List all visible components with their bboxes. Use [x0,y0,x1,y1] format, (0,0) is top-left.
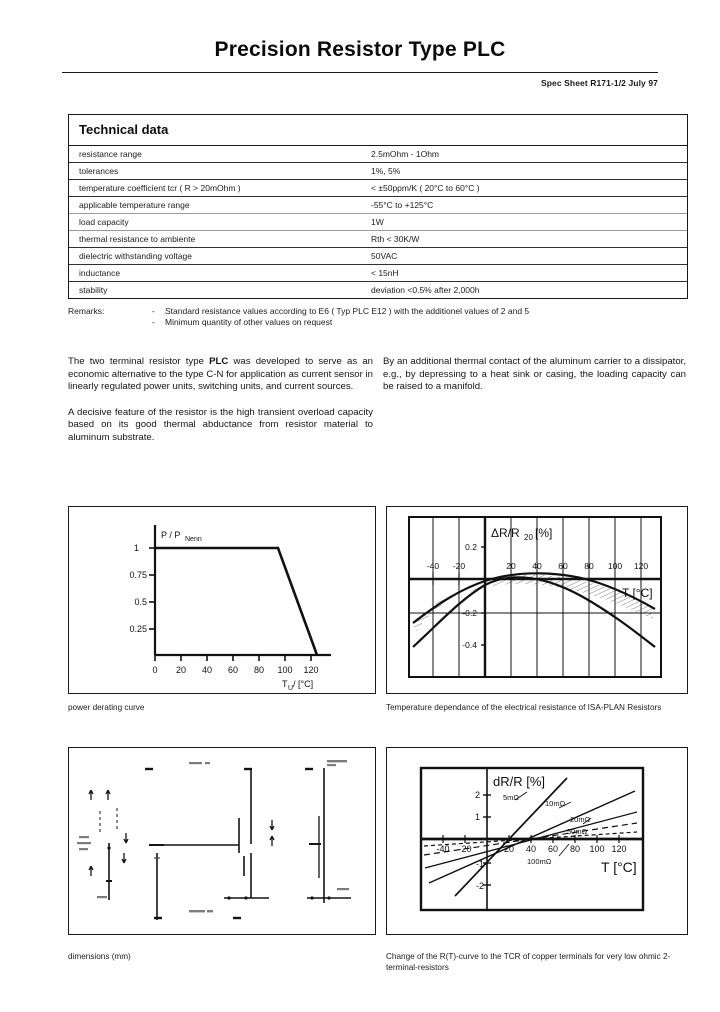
x-axis-label: T [°C] [622,586,653,600]
description-paragraph-1 [68,356,373,394]
y-tick-label: -0.2 [462,608,477,618]
dimension-arrow [106,790,110,800]
chart-title-subscript: 20 [524,533,533,542]
x-tick-label: 80 [253,665,265,675]
x-axis-label: T [282,679,288,689]
remarks-item-text: Standard resistance values according to E6 ( Typ PLC E12 ) with the additionel values of 2 and 5 [165,306,530,316]
page-title: Precision Resistor Type PLC [214,38,506,61]
y-tick-label: 0.75 [129,570,147,580]
technical-data-table [68,114,688,299]
table-row [69,146,687,163]
x-tick-label: -40 [426,561,440,571]
table-cell-value: 50VAC [371,251,398,261]
table-cell-key: inductance [79,268,121,278]
table-cell-value: < ±50ppm/K ( 20°C to 60°C ) [371,183,480,193]
table-cell-key: thermal resistance to ambiente [79,234,196,244]
series-annotation-50mohm: 50mΩ [567,827,588,836]
description-paragraph-3: By an additional thermal contact of the aluminum carrier to a dissipator, e.g., by depressing to a heat sink or casing, the loading capacity can be raised to a manifold. [383,356,686,393]
table-cell-value: 2.5mOhm - 1Ohm [371,149,440,159]
remarks-item-text: Minimum quantity of other values on request [165,317,333,327]
x-tick-label: 100 [277,665,293,675]
paragraph-text-b: was developed to serve as an economic alternative to the type C-N for application as current sensor in linearly regulated power units, switching units, and current sources. [68,356,373,393]
y-tick-label: 0.5 [134,597,147,607]
remarks-label: Remarks: [68,306,105,316]
x-tick-label: 120 [611,844,627,854]
dimension-arrow [122,853,126,863]
annotation-leader [559,844,569,856]
table-cell-key: temperature coefficient tcr ( R > 20mOhm ) [79,183,241,193]
x-tick-label: 100 [607,561,623,571]
dimension-arrow [270,820,274,830]
figure-tcr-copper-terminals [386,747,688,935]
y-tick-label: 2 [474,790,480,800]
chart-title: dR/R [%] [493,774,546,789]
remarks-item [152,317,686,328]
table-row [69,282,687,298]
table-row [69,180,687,197]
illegible-text-mark [327,760,347,762]
caption-dimensions: dimensions (mm) [68,952,131,961]
x-tick-label: 20 [506,561,516,571]
x-axis-label-subscript: U [288,685,294,691]
table-cell-key: applicable temperature range [79,200,190,210]
series-annotation-20mohm: 20mΩ [570,815,591,824]
figure-power-derating-curve [68,506,376,694]
series-annotation-10mohm: 10mΩ [545,799,566,808]
table-cell-key: dielectric withstanding voltage [79,251,192,261]
y-tick-label: -0.4 [462,640,477,650]
y-tick-label: 1 [474,812,480,822]
dimension-arrow [89,866,93,876]
table-row [69,265,687,282]
y-tick-label: -2 [475,881,484,891]
x-tick-label: 60 [547,844,559,854]
dimensions-drawing [69,748,373,932]
x-tick-label: 20 [175,665,187,675]
caption-power-derating-curve: power derating curve [68,703,145,712]
illegible-text-mark [327,764,336,766]
y-axis-label: P / P [161,530,181,540]
dimension-arrow [124,833,128,843]
y-tick-label: 1 [133,543,139,553]
x-tick-label: 20 [503,844,515,854]
x-tick-label: 120 [633,561,649,571]
table-row [69,231,687,248]
table-cell-value: < 15nH [371,268,399,278]
x-tick-label: 80 [569,844,581,854]
tolerance-band [413,575,653,631]
lower-tolerance-curve [413,577,655,647]
drawing-geometry [89,768,351,920]
table-row [69,197,687,214]
x-tick-label: 40 [532,561,542,571]
caption-temperature-dependance: Temperature dependance of the electrical resistance of ISA-PLAN Resistors [386,703,662,712]
bullet-dash: - [152,306,155,316]
spec-sheet-reference: Spec Sheet R171-1/2 July 97 [540,78,658,88]
datum-point [244,896,247,899]
table-cell-value: deviation <0.5% after 2,000h [371,285,480,295]
paragraph-text-a: The two terminal resistor type [68,356,210,367]
table-cell-value: -55°C to +125°C [371,200,434,210]
table-cell-key: resistance range [79,149,142,159]
x-tick-label: -40 [436,844,450,854]
table-row [69,163,687,180]
dimension-arrow [270,836,274,846]
illegible-text-mark [79,848,88,850]
y-tick-label: -1 [475,859,484,869]
dimension-annotations-illegible [77,760,349,912]
x-tick-label: 0 [152,665,158,675]
illegible-text-mark [189,910,205,912]
x-axis-label-unit: / [°C] [293,679,314,689]
technical-data-heading: Technical data [69,115,687,146]
table-cell-key: stability [79,285,108,295]
illegible-text-mark [97,896,107,898]
datum-point [107,846,110,849]
table-row [69,214,687,231]
chart-title: ΔR/R [491,526,520,540]
datum-point [327,896,330,899]
caption-tcr-copper: Change of the R(T)-curve to the TCR of copper terminals for very low ohmic 2-terminal-resistors [386,952,671,972]
bullet-dash: - [152,317,155,327]
figure-temperature-dependance [386,506,688,694]
remarks-list [152,306,686,328]
datum-point [310,896,313,899]
x-tick-label: 40 [525,844,537,854]
temperature-dependance-chart [387,507,685,691]
table-cell-key: tolerances [79,166,119,176]
table-row [69,248,687,265]
derating-curve [155,548,317,655]
tcr-copper-chart [387,748,685,932]
remarks-item [152,306,686,317]
table-cell-value: 1W [371,217,384,227]
y-tick-label: 0.2 [465,542,477,552]
table-cell-value: 1%, 5% [371,166,401,176]
chart-title-unit: [%] [535,526,553,540]
y-tick-label: 0.25 [129,624,147,634]
power-derating-chart [69,507,373,691]
figure-dimensions-drawing [68,747,376,935]
description-right-column [383,356,686,394]
product-name-bold: PLC [209,356,229,367]
illegible-text-mark [77,842,91,844]
x-tick-label: 40 [201,665,213,675]
description-left-column [68,356,373,445]
table-cell-key: load capacity [79,217,129,227]
x-axis-label: T [°C] [601,859,637,875]
illegible-text-mark [207,910,213,912]
dimension-arrow [89,790,93,800]
x-tick-label: 80 [584,561,594,571]
illegible-text-mark [337,888,349,890]
series-annotation-100mohm: 100mΩ [527,857,552,866]
x-tick-label: -20 [458,844,472,854]
description-paragraph-2: A decisive feature of the resistor is the high transient overload capacity based on its good thermal abductance from resistor material to aluminum substrate. [68,406,373,443]
x-tick-label: 100 [589,844,605,854]
illegible-text-mark [79,836,89,838]
illegible-text-mark [205,762,210,764]
x-tick-label: 60 [558,561,568,571]
illegible-text-mark [189,762,202,764]
table-cell-value: Rth < 30K/W [371,234,420,244]
series-annotation-5mohm: 5mΩ [503,793,520,802]
x-tick-label: 120 [303,665,319,675]
datum-point [227,896,230,899]
y-axis-label-subscript: Nenn [185,536,202,543]
header-divider [62,72,658,73]
x-tick-label: -20 [452,561,466,571]
x-tick-label: 60 [227,665,239,675]
